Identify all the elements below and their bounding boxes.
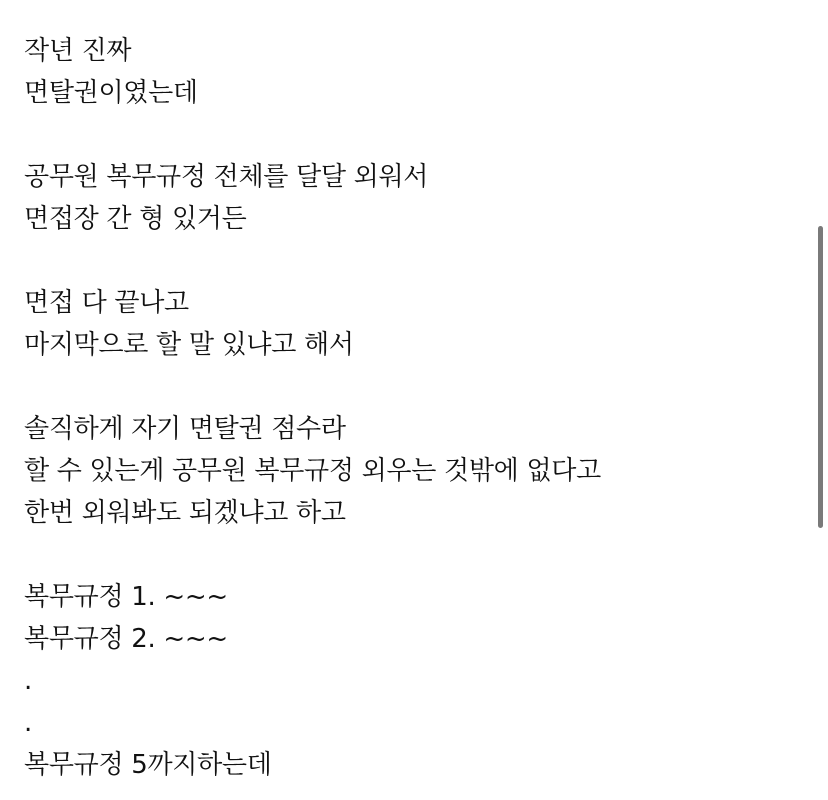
post-line: 복무규정 1. ~~~ [24, 582, 228, 612]
blank-line [24, 240, 804, 282]
post-line: 작년 진짜 [24, 36, 132, 66]
scrollbar-thumb[interactable] [818, 226, 823, 528]
post-line: . [24, 666, 32, 696]
post-line: 한번 외워봐도 되겠냐고 하고 [24, 498, 346, 528]
post-line: 면탈권이였는데 [24, 78, 198, 108]
post-line: 복무규정 5까지하는데 [24, 750, 272, 780]
post-line: 복무규정 2. ~~~ [24, 624, 228, 654]
blank-line [24, 114, 804, 156]
post-line: 할 수 있는게 공무원 복무규정 외우는 것밖에 없다고 [24, 456, 601, 486]
post-line: 면접 다 끝나고 [24, 288, 189, 318]
post-line: 면접장 간 형 있거든 [24, 204, 247, 234]
post-line: 솔직하게 자기 면탈권 점수라 [24, 414, 346, 444]
blank-line [24, 366, 804, 408]
post-line: . [24, 708, 32, 738]
post-line: 공무원 복무규정 전체를 달달 외워서 [24, 162, 429, 192]
scrollbar[interactable] [817, 0, 825, 800]
post-line: 마지막으로 할 말 있냐고 해서 [24, 330, 354, 360]
blank-line [24, 534, 804, 576]
post-body [24, 30, 804, 786]
